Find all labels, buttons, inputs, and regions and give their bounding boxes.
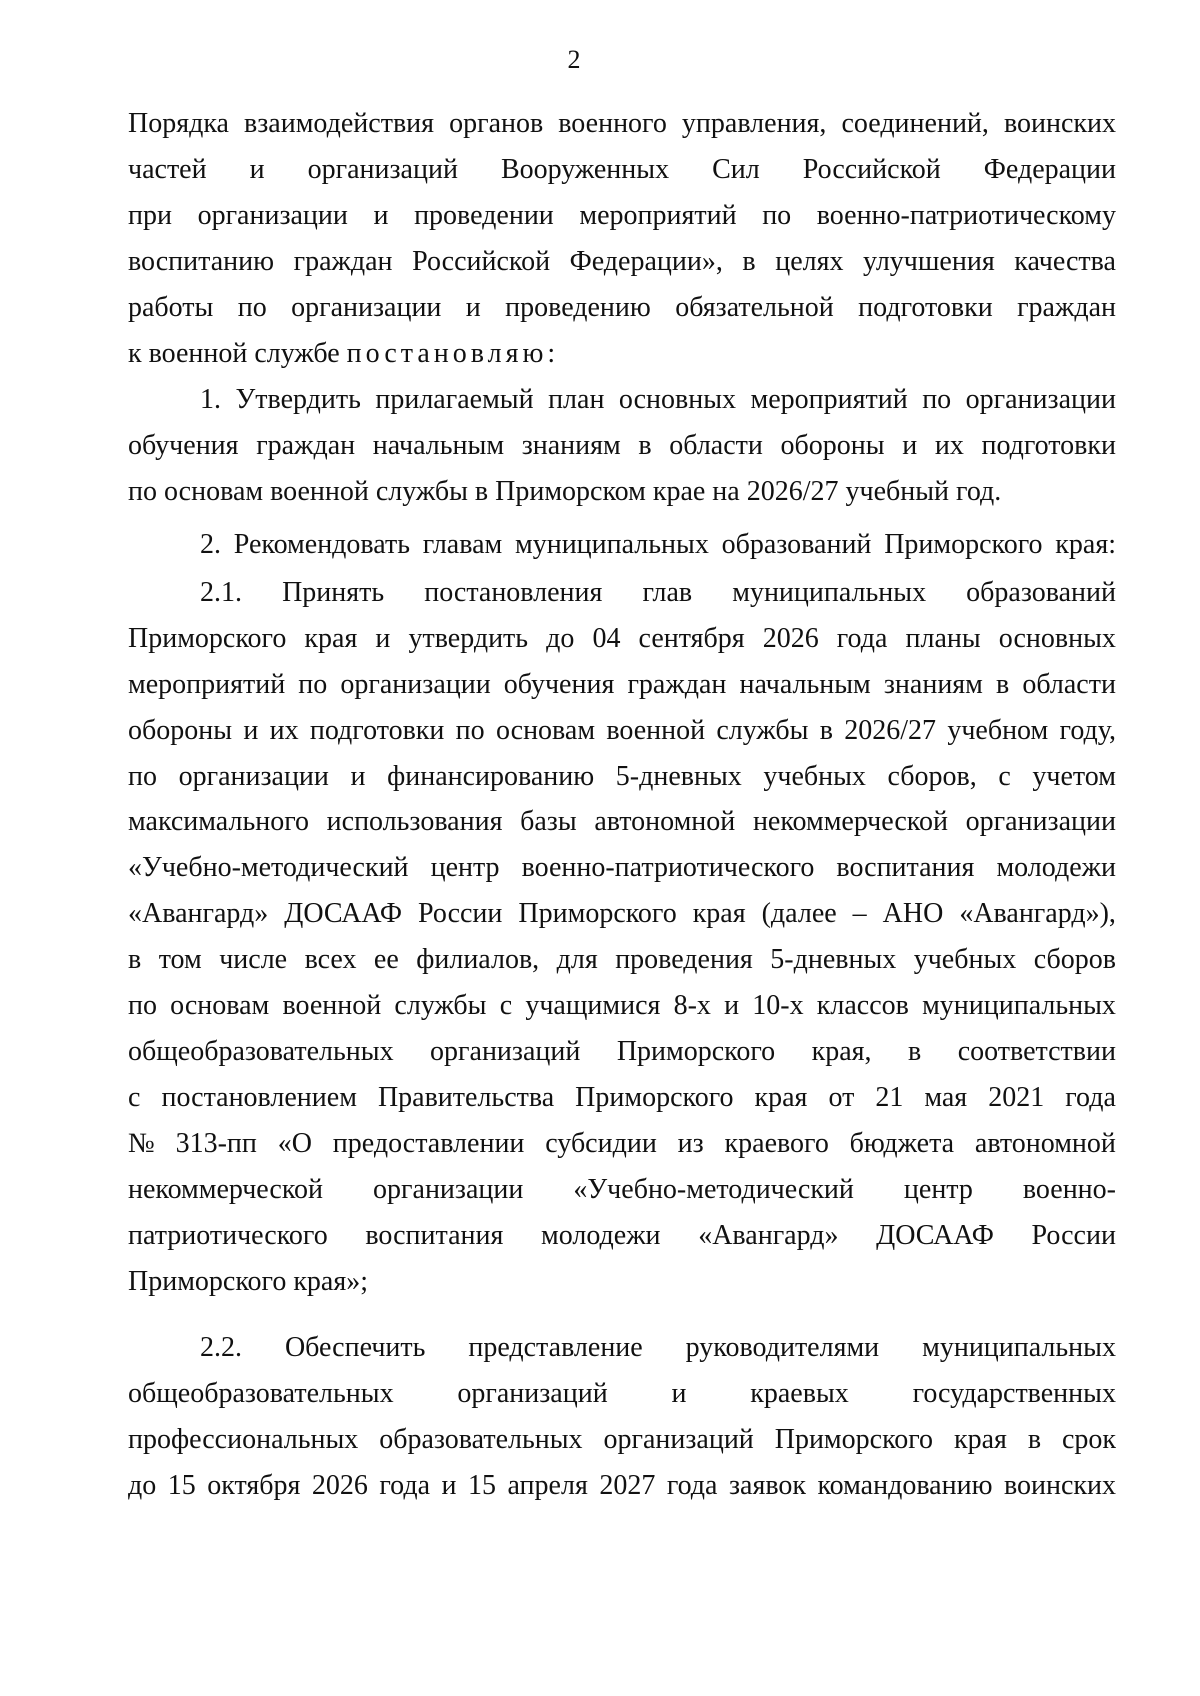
word: области	[1022, 669, 1116, 700]
word: края,	[811, 1036, 872, 1067]
word: 8-х	[673, 990, 711, 1021]
text-line	[128, 238, 1116, 286]
word: и	[441, 1470, 457, 1501]
word: молодежи	[541, 1220, 661, 1251]
word: 2021	[988, 1082, 1045, 1113]
word: организации	[340, 669, 491, 700]
word: 1.	[200, 384, 221, 415]
word: службы	[716, 715, 809, 746]
word: учебных	[763, 761, 866, 792]
word: России	[1031, 1220, 1116, 1251]
word: края	[692, 898, 746, 929]
word: воспитанию	[128, 246, 275, 277]
word: учетом	[1032, 761, 1116, 792]
word: бюджета	[849, 1128, 955, 1159]
text-line	[128, 1416, 1116, 1464]
word: автономной	[974, 1128, 1116, 1159]
text-line	[128, 100, 1116, 148]
word: Приморского	[774, 1424, 934, 1455]
word: и	[350, 761, 366, 792]
word: общеобразовательных	[128, 1378, 394, 1409]
word: обучения	[503, 669, 615, 700]
word: план	[548, 384, 605, 415]
text-line	[200, 376, 1116, 424]
word: –	[852, 898, 867, 929]
word: «Авангард»	[128, 898, 269, 929]
word: срок	[1061, 1424, 1116, 1455]
word: соединений,	[841, 108, 989, 139]
word: 5-дневных	[770, 944, 897, 975]
word: Федерации	[983, 154, 1116, 185]
word: граждан	[293, 246, 393, 277]
word: основам	[170, 990, 270, 1021]
word: классов	[816, 990, 909, 1021]
word: году,	[1059, 715, 1116, 746]
text-line	[128, 468, 1001, 516]
text-line	[128, 1370, 1116, 1418]
spaced-keyword: постановляю:	[346, 338, 560, 369]
word: и	[465, 292, 481, 323]
word: Приморского	[518, 898, 677, 929]
word: с	[998, 761, 1011, 792]
word: числе	[219, 944, 288, 975]
word: основам	[495, 715, 596, 746]
word: постановлением	[161, 1082, 357, 1113]
word: края	[304, 623, 358, 654]
word: Порядка	[128, 108, 229, 139]
word: организаций	[430, 1036, 581, 1067]
word: центр	[430, 852, 500, 883]
word: организации	[291, 292, 442, 323]
word: службы	[394, 990, 487, 1021]
word: мероприятий	[579, 200, 737, 231]
word: от	[828, 1082, 855, 1113]
text-line	[128, 330, 559, 378]
word: и	[243, 715, 259, 746]
word: по	[455, 715, 485, 746]
word: знаниям	[521, 430, 621, 461]
word: автономной	[594, 806, 736, 837]
word: использования	[326, 806, 503, 837]
word: в	[742, 246, 756, 277]
word: органов	[449, 108, 544, 139]
word: 2.	[200, 529, 221, 560]
word: 2.1.	[200, 577, 242, 608]
word: по	[762, 200, 792, 231]
word: и	[724, 990, 740, 1021]
text-line	[128, 798, 1116, 846]
word: организаций	[457, 1378, 608, 1409]
word: патриотического	[128, 1220, 328, 1251]
word: подготовки	[858, 292, 993, 323]
word: в	[1027, 1424, 1042, 1455]
word: и	[902, 430, 918, 461]
word: 15	[468, 1470, 496, 1501]
word: в	[996, 669, 1010, 700]
word: субсидии	[545, 1128, 657, 1159]
word: государственных	[912, 1378, 1116, 1409]
word: до	[128, 1470, 157, 1501]
word: Приморского	[616, 1036, 776, 1067]
word: Федерации»,	[569, 246, 723, 277]
word: года	[666, 1470, 718, 1501]
word: Приморского	[575, 1082, 734, 1113]
word: военно-	[1022, 1174, 1116, 1205]
word: учебном	[947, 715, 1049, 746]
word: основных	[618, 384, 737, 415]
word: обороны	[780, 430, 885, 461]
word: заявок	[728, 1470, 806, 1501]
word: организации	[178, 761, 329, 792]
word: в	[819, 715, 833, 746]
word: по	[128, 761, 157, 792]
text-line	[128, 1212, 1116, 1260]
word: «О	[277, 1128, 312, 1159]
word: граждан	[627, 669, 727, 700]
text-line	[128, 192, 1116, 240]
text-line	[128, 753, 1116, 801]
line-text: по основам военной службы в Приморском крае на 2026/27 учебный год.	[128, 476, 1002, 507]
word: учебных	[913, 944, 1017, 975]
word: военной	[282, 990, 382, 1021]
word: ее	[373, 944, 399, 975]
word: года	[836, 623, 888, 654]
word: 21	[875, 1082, 904, 1113]
word: работы	[128, 292, 214, 323]
word: образовательных	[379, 1424, 583, 1455]
word: «Учебно-методический	[573, 1174, 854, 1205]
word: апреля	[507, 1470, 588, 1501]
word: качества	[1014, 246, 1116, 277]
word: главам	[422, 529, 503, 560]
word: организации	[373, 1174, 524, 1205]
word: воинских	[1003, 108, 1116, 139]
word: базы	[520, 806, 577, 837]
word: Принять	[282, 577, 385, 608]
text-line	[200, 569, 1116, 617]
text-line	[128, 890, 1116, 938]
word: края	[953, 1424, 1007, 1455]
word: учащимися	[525, 990, 661, 1021]
word: соответствии	[957, 1036, 1116, 1067]
word: целях	[775, 246, 844, 277]
word: военно-патриотическому	[816, 200, 1116, 231]
word: обучения	[128, 430, 239, 461]
word: Приморского	[884, 529, 1043, 560]
word: ДОСААФ	[284, 898, 403, 929]
word: 2.2.	[200, 1332, 242, 1363]
word: 04	[592, 623, 621, 654]
word: и	[375, 623, 391, 654]
word: прилагаемый	[375, 384, 534, 415]
word: 2027	[599, 1470, 656, 1501]
text-line	[128, 146, 1116, 194]
word: в	[908, 1036, 922, 1067]
word: граждан	[1017, 292, 1116, 323]
word: 2026	[762, 623, 819, 654]
word: организации	[965, 384, 1116, 415]
text-line	[128, 844, 1116, 892]
word: обороны	[128, 715, 233, 746]
word: (далее	[761, 898, 837, 929]
word: военного	[558, 108, 667, 139]
word: края:	[1055, 529, 1116, 560]
word: организаций	[307, 154, 458, 185]
word: некоммерческой	[752, 806, 948, 837]
word: утвердить	[408, 623, 529, 654]
word: управления,	[681, 108, 827, 139]
word: том	[158, 944, 202, 975]
word: «Авангард»	[698, 1220, 839, 1251]
word: при	[128, 200, 172, 231]
word: «Учебно-методический	[128, 852, 409, 883]
word: Вооруженных	[500, 154, 670, 185]
word: воспитания	[836, 852, 975, 883]
word: улучшения	[863, 246, 995, 277]
word: военной	[606, 715, 706, 746]
line-text: к военной службе	[128, 338, 347, 369]
word: муниципальных	[922, 1332, 1116, 1363]
word: граждан	[256, 430, 356, 461]
word: подготовки	[981, 430, 1116, 461]
word: некоммерческой	[128, 1174, 324, 1205]
word: их	[934, 430, 964, 461]
text-line	[128, 661, 1116, 709]
word: частей	[128, 154, 207, 185]
word: воспитания	[365, 1220, 504, 1251]
word: России	[418, 898, 503, 929]
text-line	[128, 1028, 1116, 1076]
word: проведения	[615, 944, 753, 975]
word: мая	[924, 1082, 968, 1113]
word: 313-пп	[175, 1128, 257, 1159]
word: по	[237, 292, 267, 323]
word: руководителями	[685, 1332, 880, 1363]
word: начальным	[739, 669, 871, 700]
word: муниципальных	[514, 529, 709, 560]
word: 2026/27	[844, 715, 937, 746]
word: муниципальных	[732, 577, 927, 608]
word: всех	[304, 944, 357, 975]
word: мероприятий	[750, 384, 908, 415]
word: 10-х	[752, 990, 804, 1021]
word: центр	[903, 1174, 973, 1205]
text-line	[128, 707, 1116, 755]
word: профессиональных	[128, 1424, 359, 1455]
word: общеобразовательных	[128, 1036, 394, 1067]
word: предоставлении	[332, 1128, 525, 1159]
word: постановления	[424, 577, 603, 608]
text-line	[128, 982, 1116, 1030]
word: военно-патриотического	[521, 852, 815, 883]
word: АНО	[882, 898, 944, 929]
word: Сил	[712, 154, 760, 185]
text-line	[128, 1120, 1116, 1168]
word: Правительства	[377, 1082, 555, 1113]
page-number: 2	[567, 45, 581, 74]
word: взаимодействия	[244, 108, 435, 139]
word: Российской	[802, 154, 941, 185]
word: сентября	[638, 623, 745, 654]
word: молодежи	[996, 852, 1116, 883]
word: начальным	[372, 430, 505, 461]
word: по	[298, 669, 328, 700]
word: сборов	[1033, 944, 1116, 975]
word: представление	[468, 1332, 643, 1363]
line-text: Приморского края»;	[128, 1266, 369, 1297]
text-line	[200, 521, 1116, 569]
word: «Авангард»),	[959, 898, 1116, 929]
word: краевого	[724, 1128, 829, 1159]
word: организаций	[603, 1424, 754, 1455]
word: Рекомендовать	[233, 529, 410, 560]
word: года	[1065, 1082, 1116, 1113]
word: основных	[998, 623, 1116, 654]
word: Утвердить	[235, 384, 361, 415]
text-line	[128, 422, 1116, 470]
text-line	[128, 615, 1116, 663]
word: по	[128, 990, 157, 1021]
word: проведении	[414, 200, 554, 231]
word: Обеспечить	[284, 1332, 426, 1363]
word: максимального	[128, 806, 309, 837]
word: для	[556, 944, 598, 975]
word: образований	[721, 529, 872, 560]
word: подготовки	[309, 715, 445, 746]
word: Российской	[412, 246, 551, 277]
text-line	[128, 1166, 1116, 1214]
text-line	[128, 1258, 368, 1306]
word: ДОСААФ	[876, 1220, 994, 1251]
word: планы	[905, 623, 981, 654]
word: муниципальных	[922, 990, 1116, 1021]
text-line	[128, 1462, 1116, 1510]
word: области	[669, 430, 763, 461]
word: глав	[642, 577, 693, 608]
word: знаниям	[883, 669, 983, 700]
word: и	[373, 200, 389, 231]
word: их	[269, 715, 299, 746]
word: воинских	[1003, 1470, 1116, 1501]
word: года	[379, 1470, 431, 1501]
word: 15	[167, 1470, 196, 1501]
text-line	[128, 1074, 1116, 1122]
word: проведению	[505, 292, 651, 323]
word: краевых	[750, 1378, 849, 1409]
word: в	[638, 430, 652, 461]
word: организации	[197, 200, 348, 231]
word: до	[546, 623, 575, 654]
word: с	[128, 1082, 141, 1113]
text-line	[128, 284, 1116, 332]
word: в	[128, 944, 142, 975]
word: 5-дневных	[615, 761, 742, 792]
word: сборов,	[887, 761, 977, 792]
word: октября	[207, 1470, 301, 1501]
word: и	[249, 154, 265, 185]
word: 2026	[311, 1470, 368, 1501]
word: командованию	[817, 1470, 993, 1501]
word: с	[499, 990, 513, 1021]
word: финансированию	[387, 761, 595, 792]
word: филиалов,	[416, 944, 540, 975]
word: края	[754, 1082, 808, 1113]
word: №	[128, 1128, 155, 1159]
word: Приморского	[128, 623, 287, 654]
text-line	[128, 936, 1116, 984]
word: и	[671, 1378, 687, 1409]
text-line	[200, 1324, 1116, 1372]
word: образований	[966, 577, 1116, 608]
word: организации	[965, 806, 1116, 837]
word: мероприятий	[128, 669, 286, 700]
word: по	[922, 384, 952, 415]
word: обязательной	[675, 292, 834, 323]
word: из	[677, 1128, 704, 1159]
